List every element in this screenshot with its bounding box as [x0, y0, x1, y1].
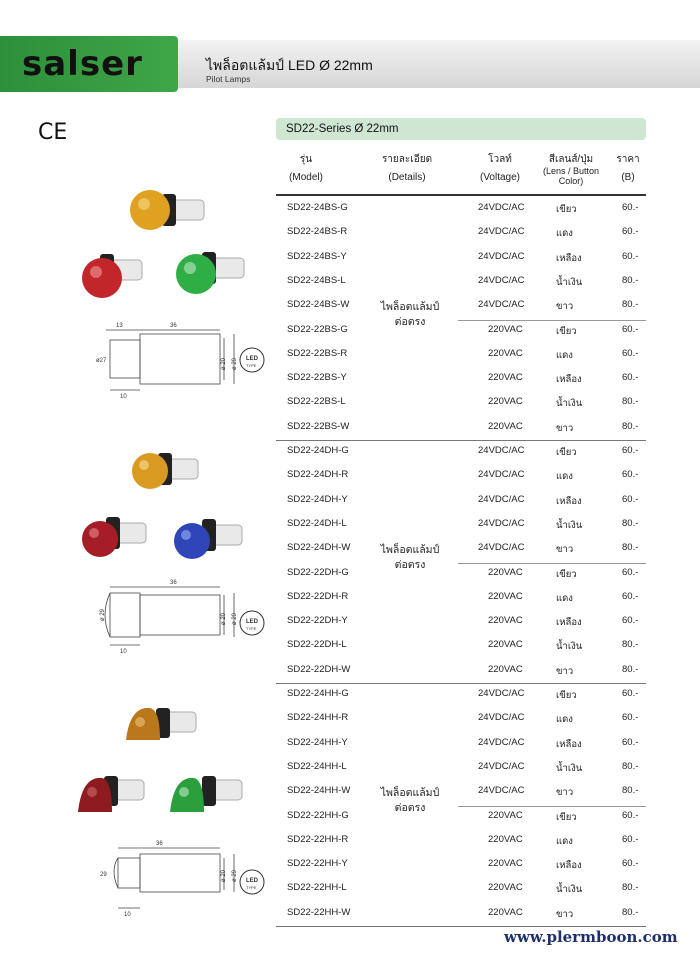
led-badge-label: LED: [246, 619, 258, 625]
voltage-cell: 220VAC: [488, 663, 523, 675]
red-lamp-image: [78, 776, 144, 812]
dim-label: ø27: [96, 358, 107, 364]
model-cell: SD22-24DH-Y: [287, 493, 348, 505]
brand-logo: salser: [22, 44, 143, 84]
voltage-cell: 220VAC: [488, 590, 523, 602]
dim-label: 36: [170, 323, 177, 329]
voltage-cell: 24VDC/AC: [478, 274, 525, 286]
col-details-th: รายละเอียด: [381, 154, 433, 165]
color-cell: เขียว: [556, 811, 577, 823]
model-cell: SD22-24HH-L: [287, 760, 347, 772]
green-lamp-image: [170, 776, 242, 812]
voltage-divider: [458, 806, 646, 807]
voltage-cell: 24VDC/AC: [478, 299, 525, 311]
voltage-cell: 24VDC/AC: [478, 785, 525, 797]
ce-mark: CE: [38, 120, 68, 145]
col-voltage-th: โวลท์: [488, 154, 512, 165]
voltage-cell: 220VAC: [488, 882, 523, 894]
price-cell: 60.-: [622, 493, 639, 505]
voltage-cell: 220VAC: [488, 615, 523, 627]
dim-label: ø 29: [232, 869, 238, 882]
voltage-cell: 24VDC/AC: [478, 226, 525, 238]
price-cell: 60.-: [622, 688, 639, 699]
model-cell: SD22-22DH-G: [287, 566, 349, 578]
details-line: ไพล็อตแล้มป์: [380, 300, 440, 313]
voltage-cell: 24VDC/AC: [478, 542, 525, 554]
details-line: ต่อตรง: [394, 315, 426, 328]
col-color-th: สีเลนส์/ปุ่ม: [548, 154, 594, 165]
color-cell: เขียว: [556, 690, 577, 701]
color-cell: แดง: [556, 228, 573, 240]
color-cell: เหลือง: [556, 495, 582, 507]
dimension-drawing: [105, 587, 234, 645]
series-title: SD22-Series Ø 22mm: [286, 123, 399, 135]
color-cell: เหลือง: [556, 860, 582, 872]
price-cell: 80.-: [622, 882, 639, 894]
price-cell: 80.-: [622, 785, 639, 797]
color-cell: แดง: [556, 592, 573, 604]
color-cell: ขาว: [556, 544, 574, 556]
yellow-lamp-image: [130, 190, 204, 230]
voltage-cell: 24VDC/AC: [478, 202, 525, 213]
color-cell: ขาว: [556, 787, 574, 799]
price-cell: 60.-: [622, 250, 639, 262]
dimension-drawing: [106, 330, 234, 390]
voltage-cell: 24VDC/AC: [478, 736, 525, 748]
model-cell: SD22-22BS-G: [287, 323, 348, 335]
dim-label: 36: [156, 841, 163, 847]
col-voltage: [470, 154, 530, 184]
color-cell: แดง: [556, 714, 573, 726]
price-cell: 80.-: [622, 299, 639, 311]
model-cell: SD22-22HH-L: [287, 882, 347, 894]
color-cell: เหลือง: [556, 374, 582, 386]
color-cell: น้ำเงิน: [556, 762, 583, 774]
model-cell: SD22-24DH-G: [287, 445, 349, 456]
model-cell: SD22-22BS-L: [287, 396, 346, 408]
model-cell: SD22-22HH-Y: [287, 858, 348, 870]
model-cell: SD22-22DH-R: [287, 590, 349, 602]
color-cell: น้ำเงิน: [556, 884, 583, 896]
lamp-group-bs-illustration: [70, 190, 270, 420]
amber-lamp-image: [126, 708, 196, 740]
price-cell: 60.-: [622, 712, 639, 724]
model-cell: SD22-22BS-W: [287, 420, 350, 432]
price-cell: 60.-: [622, 736, 639, 748]
col-color: [532, 154, 610, 186]
price-cell: 60.-: [622, 809, 639, 821]
col-model: [276, 154, 336, 184]
model-cell: SD22-22DH-W: [287, 663, 351, 675]
col-model-en: (Model): [289, 172, 323, 183]
model-cell: SD22-24BS-G: [287, 202, 348, 213]
voltage-cell: 24VDC/AC: [478, 445, 525, 456]
dim-label: 13: [116, 323, 123, 329]
dim-label: ø 29: [232, 357, 238, 370]
price-cell: 60.-: [622, 347, 639, 359]
voltage-cell: 24VDC/AC: [478, 493, 525, 505]
model-cell: SD22-24HH-Y: [287, 736, 348, 748]
header-rule: [276, 194, 646, 196]
color-cell: น้ำเงิน: [556, 276, 583, 288]
col-color-en: (Lens / Button Color): [542, 166, 600, 186]
model-cell: SD22-22DH-Y: [287, 615, 348, 627]
col-voltage-en: (Voltage): [479, 172, 521, 183]
color-cell: น้ำเงิน: [556, 519, 583, 531]
lamp-group-hh-illustration: [70, 700, 270, 930]
color-cell: น้ำเงิน: [556, 641, 583, 653]
color-cell: เขียว: [556, 204, 577, 215]
led-badge-sub: TYPE: [246, 626, 257, 631]
price-cell: 60.-: [622, 226, 639, 238]
col-price: [612, 154, 644, 184]
col-model-th: รุ่น: [299, 154, 313, 165]
model-cell: SD22-24DH-W: [287, 542, 351, 554]
col-price-en: (B): [621, 172, 635, 183]
color-cell: แดง: [556, 471, 573, 483]
voltage-cell: 220VAC: [488, 420, 523, 432]
dim-label: 10: [120, 649, 127, 655]
price-cell: 80.-: [622, 639, 639, 651]
price-cell: 60.-: [622, 469, 639, 481]
model-cell: SD22-24BS-W: [287, 299, 350, 311]
green-lamp-image: [176, 252, 244, 294]
col-price-th: ราคา: [616, 154, 640, 165]
dim-label: 29: [100, 872, 107, 878]
dim-label: ø 29: [232, 612, 238, 625]
red-lamp-image: [82, 254, 142, 298]
color-cell: แดง: [556, 835, 573, 847]
voltage-cell: 220VAC: [488, 396, 523, 408]
dim-label: 10: [120, 394, 127, 400]
price-cell: 80.-: [622, 274, 639, 286]
price-cell: 80.-: [622, 663, 639, 675]
color-cell: เหลือง: [556, 252, 582, 264]
model-cell: SD22-24DH-R: [287, 469, 349, 481]
model-cell: SD22-22BS-Y: [287, 372, 347, 384]
price-cell: 60.-: [622, 566, 639, 578]
details-label: [370, 300, 450, 330]
voltage-cell: 24VDC/AC: [478, 712, 525, 724]
price-cell: 80.-: [622, 760, 639, 772]
model-cell: SD22-24HH-R: [287, 712, 349, 724]
voltage-cell: 24VDC/AC: [478, 760, 525, 772]
dim-label: 36: [170, 580, 177, 586]
voltage-cell: 220VAC: [488, 809, 523, 821]
voltage-cell: 220VAC: [488, 566, 523, 578]
price-cell: 80.-: [622, 542, 639, 554]
color-cell: เขียว: [556, 568, 577, 580]
price-cell: 60.-: [622, 833, 639, 845]
model-cell: SD22-22HH-G: [287, 809, 349, 821]
dim-label: 10: [124, 912, 131, 918]
model-cell: SD22-24BS-L: [287, 274, 346, 286]
dim-label: ø 20: [221, 612, 227, 625]
voltage-cell: 220VAC: [488, 858, 523, 870]
col-details-en: (Details): [388, 172, 426, 183]
group-divider: [276, 926, 646, 927]
price-cell: 60.-: [622, 615, 639, 627]
blue-lamp-image: [174, 519, 242, 559]
details-line: ต่อตรง: [394, 558, 426, 571]
price-cell: 60.-: [622, 323, 639, 335]
model-cell: SD22-24BS-R: [287, 226, 348, 238]
voltage-cell: 220VAC: [488, 833, 523, 845]
dim-label: ø 20: [221, 869, 227, 882]
price-cell: 80.-: [622, 396, 639, 408]
dim-label: ø 20: [221, 357, 227, 370]
voltage-cell: 220VAC: [488, 639, 523, 651]
model-cell: SD22-24BS-Y: [287, 250, 347, 262]
led-badge-label: LED: [246, 878, 258, 884]
voltage-cell: 24VDC/AC: [478, 688, 525, 699]
color-cell: ขาว: [556, 665, 574, 677]
price-cell: 60.-: [622, 858, 639, 870]
details-line: ไพล็อตแล้มป์: [380, 786, 440, 799]
lamp-group-dh-illustration: [70, 445, 270, 675]
led-badge-label: LED: [246, 356, 258, 362]
voltage-cell: 24VDC/AC: [478, 517, 525, 529]
color-cell: แดง: [556, 349, 573, 361]
page-title: ไพล็อตแล้มป์ LED Ø 22mm: [206, 57, 373, 73]
color-cell: ขาว: [556, 422, 574, 434]
col-details: [372, 154, 442, 184]
voltage-divider: [458, 320, 646, 321]
group-divider: [276, 440, 646, 441]
yellow-lamp-image: [132, 453, 198, 489]
voltage-cell: 24VDC/AC: [478, 469, 525, 481]
dimension-drawing: [114, 848, 234, 908]
details-line: ไพล็อตแล้มป์: [380, 543, 440, 556]
voltage-cell: 220VAC: [488, 372, 523, 384]
price-cell: 60.-: [622, 372, 639, 384]
model-cell: SD22-24HH-W: [287, 785, 351, 797]
details-label: [370, 543, 450, 573]
voltage-cell: 220VAC: [488, 906, 523, 918]
price-cell: 60.-: [622, 445, 639, 456]
color-cell: เขียว: [556, 325, 577, 337]
price-cell: 60.-: [622, 590, 639, 602]
price-cell: 80.-: [622, 906, 639, 918]
details-line: ต่อตรง: [394, 801, 426, 814]
color-cell: เหลือง: [556, 617, 582, 629]
model-cell: SD22-22HH-W: [287, 906, 351, 918]
page-subtitle: Pilot Lamps: [206, 74, 251, 84]
price-cell: 80.-: [622, 517, 639, 529]
led-badge-sub: TYPE: [246, 885, 257, 890]
voltage-cell: 220VAC: [488, 347, 523, 359]
model-cell: SD22-24DH-L: [287, 517, 347, 529]
model-cell: SD22-22BS-R: [287, 347, 348, 359]
footer-website-link[interactable]: www.plermboon.com: [504, 928, 678, 946]
color-cell: เขียว: [556, 447, 577, 458]
voltage-divider: [458, 563, 646, 564]
details-label: [370, 786, 450, 816]
color-cell: ขาว: [556, 908, 574, 920]
color-cell: น้ำเงิน: [556, 398, 583, 410]
color-cell: เหลือง: [556, 738, 582, 750]
voltage-cell: 220VAC: [488, 323, 523, 335]
voltage-cell: 24VDC/AC: [478, 250, 525, 262]
dim-label: ø 29: [100, 608, 106, 621]
model-cell: SD22-22DH-L: [287, 639, 347, 651]
price-cell: 80.-: [622, 420, 639, 432]
group-divider: [276, 683, 646, 684]
price-cell: 60.-: [622, 202, 639, 213]
model-cell: SD22-22HH-R: [287, 833, 349, 845]
color-cell: ขาว: [556, 301, 574, 313]
led-badge-sub: TYPE: [246, 363, 257, 368]
model-cell: SD22-24HH-G: [287, 688, 349, 699]
red-lamp-image: [82, 517, 146, 557]
